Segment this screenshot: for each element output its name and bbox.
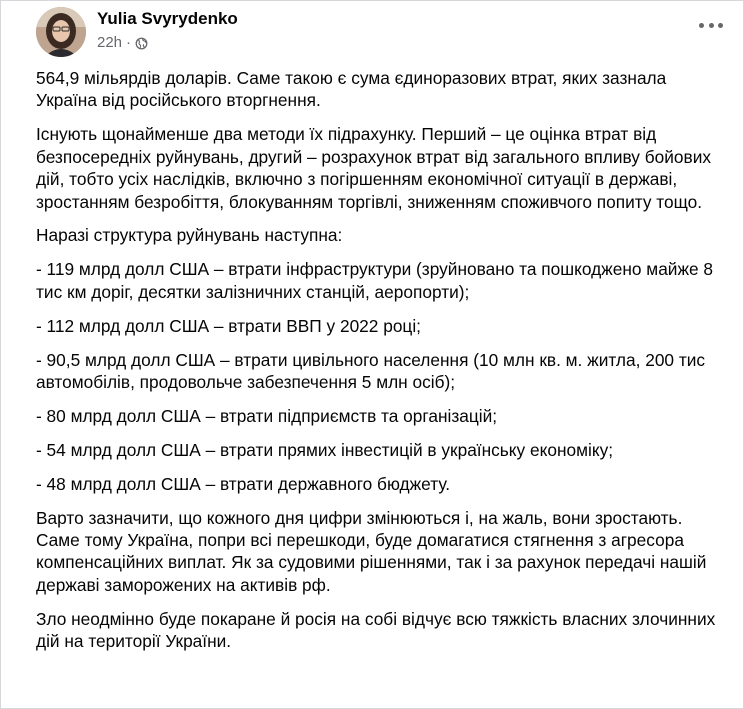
post-list-item: - 54 млрд долл США – втрати прямих інвестицій в українську економіку; [36,439,614,460]
post-list-item: - 80 млрд долл США – втрати підприємств та організацій; [36,405,498,426]
post-timestamp[interactable]: 22h [97,34,123,51]
more-dot [699,23,704,28]
post-paragraph: Існують щонайменше два методи їх підрахунку. Перший – це оцінка втрат від безпосередніх руйнувань, другий – розрахунок втрат від загального впливу бойових дій, тобто усіх наслідків, включно з погіршенням економічної ситуації в державі, зростанням безробіття, блокуванням торгівлі, зниженням споживчого попиту тощо. [36,124,711,212]
avatar[interactable] [36,7,86,57]
post-meta [97,34,148,52]
post-text [36,67,726,664]
post-list-item: - 112 млрд долл США – втрати ВВП у 2022 році; [36,315,421,336]
post-list-item: - 90,5 млрд долл США – втрати цивільного населення (10 млн кв. м. житла, 200 тис автомобілів, продовольче забезпечення 5 млн осіб); [36,349,706,392]
post-list-item: - 48 млрд долл США – втрати державного бюджету. [36,473,451,494]
more-dots-icon[interactable] [699,19,723,31]
post-list-item: - 119 млрд долл США – втрати інфраструктури (зруйновано та пошкоджено майже 8 тис км доріг, десятки залізничних станцій, аеропорти); [36,259,714,302]
post-paragraph: Зло неодмінно буде покаране й росія на собі відчує всю тяжкість власних злочинних дій на території України. [36,608,716,652]
post-header [36,7,743,59]
post-paragraph: Наразі структура руйнувань наступна: [36,225,343,246]
post-paragraph: Варто зазначити, що кожного дня цифри змінюються і, на жаль, вони зростають. Саме тому Україна, попри всі перешкоди, буде домагатися стягнення з агресора компенсаційних виплат. Як за судовими рішеннями, так і за рахунок передачі нашій державі заморожених на активів рф. [36,507,707,595]
author-name[interactable]: Yulia Svyrydenko [97,9,238,28]
meta-separator: · [126,34,132,51]
more-dot [718,23,723,28]
avatar-photo-icon [36,7,86,57]
more-dot [709,23,714,28]
post-paragraph: 564,9 мільярдів доларів. Саме такою є сума єдиноразових втрат, яких зазнала Україна від російського вторгнення. [36,68,667,111]
globe-icon[interactable] [135,37,148,50]
